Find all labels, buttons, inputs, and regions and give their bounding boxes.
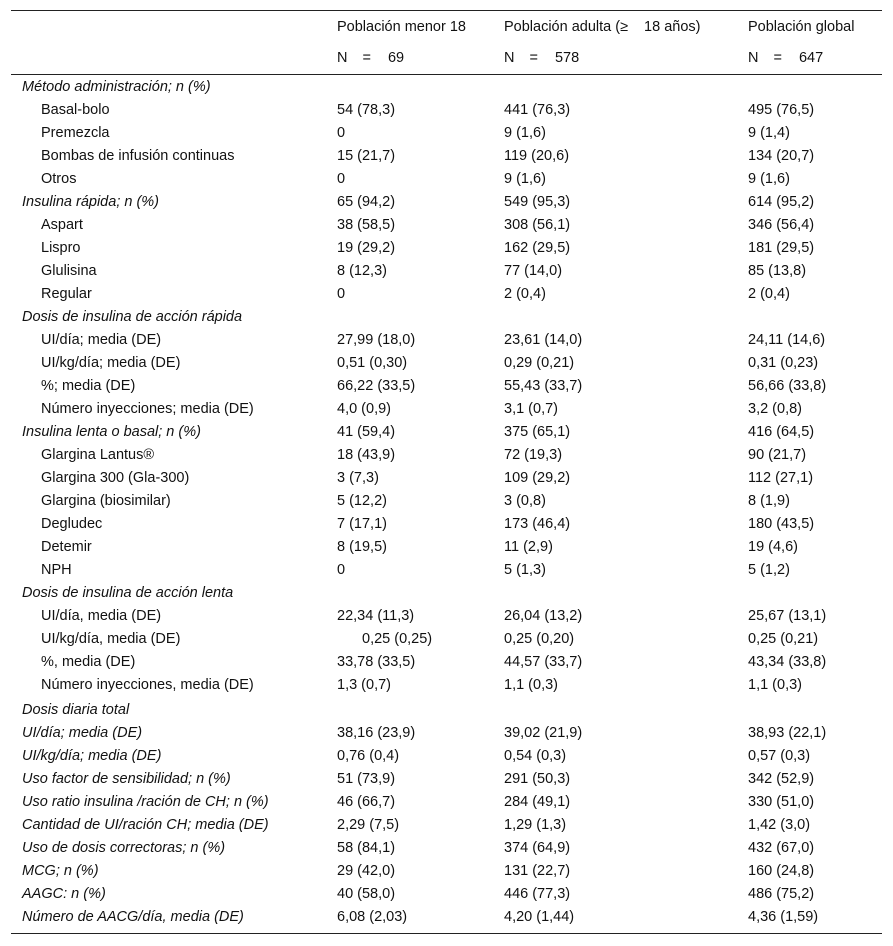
row-label: Premezcla [41,125,110,141]
cell-col3: 342 (52,9) [748,771,815,787]
cell-col2: 0,54 (0,3) [504,748,567,764]
cell-col3: 1,1 (0,3) [748,677,802,693]
table-row [0,605,893,628]
cell-col3: 180 (43,5) [748,516,815,532]
cell-col3: 346 (56,4) [748,217,815,233]
table-row-section [0,699,893,722]
row-label: Basal-bolo [41,102,110,118]
cell-col2: 284 (49,1) [504,794,571,810]
col2-title-a: Población adulta (≥ [504,19,629,35]
cell-col2: 72 (19,3) [504,447,563,463]
row-label: UI/día, media (DE) [41,608,162,624]
row-label: Dosis de insulina de acción lenta [22,585,234,601]
cell-col3: 3,2 (0,8) [748,401,802,417]
cell-col1: 58 (84,1) [337,840,396,856]
table-row [0,352,893,375]
cell-col2: 2 (0,4) [504,286,546,302]
cell-col3: 8 (1,9) [748,493,790,509]
eq-sign: = [773,50,782,66]
cell-col2: 173 (46,4) [504,516,571,532]
col1-n-value: 69 [387,50,405,66]
cell-col1: 22,34 (11,3) [337,608,415,624]
cell-col1: 0 [337,171,346,187]
cell-col2: 119 (20,6) [504,148,570,164]
cell-col1: 27,99 (18,0) [337,332,416,348]
table-row [0,490,893,513]
col1-n [337,47,404,70]
row-label: Número inyecciones; media (DE) [41,401,254,417]
row-label: Dosis de insulina de acción rápida [22,309,243,325]
row-label: Uso ratio insulina /ración de CH; n (%) [22,794,269,810]
cell-col3: 4,36 (1,59) [748,909,819,925]
cell-col3: 134 (20,7) [748,148,815,164]
cell-col2: 3,1 (0,7) [504,401,558,417]
row-label: Otros [41,171,77,187]
cell-col3: 112 (27,1) [748,470,814,486]
row-label: UI/día; media (DE) [41,332,162,348]
cell-col1: 38 (58,5) [337,217,396,233]
cell-col2: 308 (56,1) [504,217,571,233]
cell-col1: 41 (59,4) [337,424,396,440]
row-label: MCG; n (%) [22,863,99,879]
cell-col1: 66,22 (33,5) [337,378,416,394]
cell-col1: 29 (42,0) [337,863,396,879]
row-label: UI/kg/día; media (DE) [22,748,162,764]
table-row [0,791,893,814]
row-label: Insulina rápida; n (%) [22,194,160,210]
cell-col3: 0,25 (0,21) [748,631,819,647]
table-row [0,145,893,168]
cell-col2: 162 (29,5) [504,240,571,256]
cell-col3: 2 (0,4) [748,286,790,302]
cell-col2: 0,25 (0,20) [504,631,575,647]
row-label: Degludec [41,516,103,532]
table-row [0,628,893,651]
table-row-section [0,191,893,214]
cell-col1: 5 (12,2) [337,493,387,509]
table-row [0,260,893,283]
cell-col2: 3 (0,8) [504,493,546,509]
cell-col1: 7 (17,1) [337,516,387,532]
row-label: Detemir [41,539,92,555]
header-bottom-rule [11,74,882,75]
cell-col2: 1,29 (1,3) [504,817,567,833]
cell-col3: 181 (29,5) [748,240,815,256]
row-label: AAGC: n (%) [22,886,106,902]
cell-col3: 330 (51,0) [748,794,815,810]
row-label: Número inyecciones, media (DE) [41,677,254,693]
cell-col2: 291 (50,3) [504,771,571,787]
header-row-n [0,47,893,70]
cell-col2: 0,29 (0,21) [504,355,575,371]
cell-col1: 38,16 (23,9) [337,725,416,741]
table-row [0,513,893,536]
cell-col3: 432 (67,0) [748,840,815,856]
cell-col3: 56,66 (33,8) [748,378,827,394]
table-row-section [0,421,893,444]
row-label: NPH [41,562,72,578]
table-row [0,398,893,421]
col2-n-value: 578 [554,50,580,66]
cell-col2: 77 (14,0) [504,263,563,279]
table-row-section [0,582,893,605]
cell-col3: 85 (13,8) [748,263,807,279]
n-label: N [337,50,348,66]
cell-col3: 160 (24,8) [748,863,815,879]
cell-col3: 0,57 (0,3) [748,748,811,764]
cell-col3: 9 (1,4) [748,125,790,141]
cell-col2: 1,1 (0,3) [504,677,558,693]
cell-col3: 38,93 (22,1) [748,725,827,741]
cell-col3: 90 (21,7) [748,447,807,463]
row-label: Regular [41,286,92,302]
row-label: Cantidad de UI/ración CH; media (DE) [22,817,269,833]
cell-col2: 5 (1,3) [504,562,546,578]
table-row [0,122,893,145]
table-row [0,768,893,791]
col1-title: Población menor 18 [337,19,466,35]
cell-col1: 0 [337,125,346,141]
cell-col1: 0 [337,286,346,302]
cell-col1: 54 (78,3) [337,102,396,118]
table-row [0,375,893,398]
table-row [0,745,893,768]
table-row [0,329,893,352]
row-label: Glargina Lantus® [41,447,155,463]
row-label: UI/día; media (DE) [22,725,143,741]
cell-col1: 51 (73,9) [337,771,396,787]
row-label: Insulina lenta o basal; n (%) [22,424,201,440]
cell-col3: 43,34 (33,8) [748,654,827,670]
table-top-rule [11,10,882,11]
table-row [0,674,893,697]
cell-col2: 55,43 (33,7) [504,378,583,394]
cell-col3: 9 (1,6) [748,171,790,187]
cell-col1: 8 (12,3) [337,263,387,279]
row-label: Glargina 300 (Gla-300) [41,470,190,486]
cell-col2: 9 (1,6) [504,125,546,141]
table-bottom-rule [11,933,882,934]
col3-n-value: 647 [798,50,824,66]
row-label: Glulisina [41,263,97,279]
cell-col2: 9 (1,6) [504,171,546,187]
cell-col3: 614 (95,2) [748,194,815,210]
cell-col2: 44,57 (33,7) [504,654,583,670]
cell-col1: 33,78 (33,5) [337,654,416,670]
cell-col3: 0,31 (0,23) [748,355,819,371]
n-label: N [504,50,515,66]
row-label: Glargina (biosimilar) [41,493,171,509]
row-label: Uso de dosis correctoras; n (%) [22,840,226,856]
table-row [0,444,893,467]
n-label: N [748,50,759,66]
cell-col2: 549 (95,3) [504,194,571,210]
cell-col3: 19 (4,6) [748,539,798,555]
cell-col1: 0,76 (0,4) [337,748,400,764]
cell-col3: 1,42 (3,0) [748,817,811,833]
cell-col2: 23,61 (14,0) [504,332,583,348]
cell-col2: 375 (65,1) [504,424,571,440]
cell-col3: 24,11 (14,6) [748,332,826,348]
row-label: %; media (DE) [41,378,136,394]
cell-col3: 25,67 (13,1) [748,608,827,624]
col2-title-b: 18 años) [644,19,701,35]
cell-col1: 3 (7,3) [337,470,379,486]
table-row [0,837,893,860]
cell-col2: 109 (29,2) [504,470,571,486]
row-label: %, media (DE) [41,654,136,670]
table-row [0,237,893,260]
col3-n [748,47,823,70]
row-label: Uso factor de sensibilidad; n (%) [22,771,231,787]
row-label: Lispro [41,240,81,256]
cell-col2: 374 (64,9) [504,840,571,856]
row-label: UI/kg/día; media (DE) [41,355,181,371]
col2-n [504,47,579,70]
eq-sign: = [529,50,538,66]
cell-col1: 4,0 (0,9) [337,401,391,417]
row-label: Dosis diaria total [22,702,130,718]
table-row [0,722,893,745]
cell-col1: 2,29 (7,5) [337,817,400,833]
table-row [0,860,893,883]
table-row-section [0,76,893,99]
table-row [0,906,893,929]
cell-col1: 19 (29,2) [337,240,396,256]
table-row [0,651,893,674]
cell-col1: 18 (43,9) [337,447,396,463]
row-label: Número de AACG/día, media (DE) [22,909,244,925]
cell-col2: 441 (76,3) [504,102,571,118]
col2-title [504,16,700,39]
cell-col2: 446 (77,3) [504,886,571,902]
cell-col3: 495 (76,5) [748,102,815,118]
table-row [0,536,893,559]
table-row [0,559,893,582]
cell-col2: 11 (2,9) [504,539,553,555]
table-row [0,883,893,906]
cell-col1: 8 (19,5) [337,539,387,555]
table-row [0,467,893,490]
row-label: Método administración; n (%) [22,79,211,95]
table-row [0,168,893,191]
cell-col1: 0,51 (0,30) [337,355,408,371]
cell-col1: 40 (58,0) [337,886,396,902]
cell-col1: 65 (94,2) [337,194,396,210]
cell-col1: 0,25 (0,25) [362,631,433,647]
cell-col2: 39,02 (21,9) [504,725,583,741]
cell-col1: 15 (21,7) [337,148,396,164]
cell-col3: 5 (1,2) [748,562,790,578]
cell-col1: 46 (66,7) [337,794,396,810]
row-label: UI/kg/día, media (DE) [41,631,181,647]
header-row-titles [0,16,893,39]
row-label: Aspart [41,217,83,233]
cell-col1: 0 [337,562,346,578]
col3-title: Población global [748,19,855,35]
table-row-section [0,306,893,329]
table-row [0,814,893,837]
table-row [0,99,893,122]
cell-col3: 416 (64,5) [748,424,815,440]
table-row [0,214,893,237]
cell-col2: 4,20 (1,44) [504,909,575,925]
cell-col2: 131 (22,7) [504,863,571,879]
cell-col2: 26,04 (13,2) [504,608,583,624]
cell-col1: 6,08 (2,03) [337,909,408,925]
eq-sign: = [362,50,371,66]
cell-col1: 1,3 (0,7) [337,677,391,693]
row-label: Bombas de infusión continuas [41,148,235,164]
cell-col3: 486 (75,2) [748,886,815,902]
table-row [0,283,893,306]
